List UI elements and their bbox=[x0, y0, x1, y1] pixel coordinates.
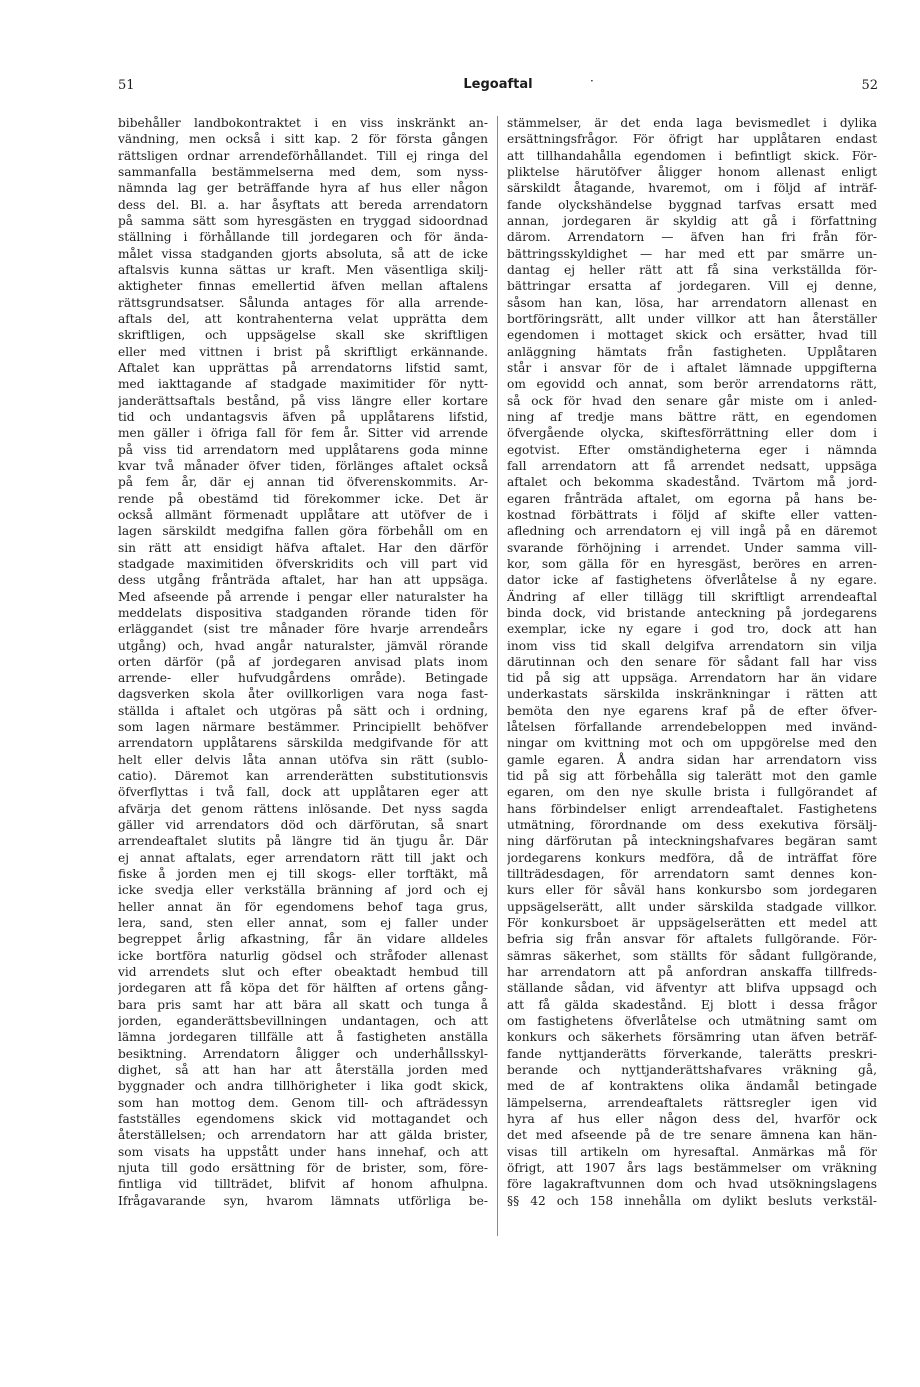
text-line: befria sig från ansvar för aftalets fullgörande. För- bbox=[507, 932, 877, 947]
text-line: hans förbindelser enligt arrendeaftalet. Fastighetens bbox=[507, 801, 877, 816]
page-number-right: 52 bbox=[861, 78, 878, 93]
text-line: visas till artikeln om hyresaftal. Anmärkas må för bbox=[507, 1144, 877, 1159]
text-line: njuta till godo ersättning för de brister, som, före- bbox=[118, 1161, 488, 1175]
text-line: men gäller i öfriga fall för fem år. Sitter vid arrende bbox=[118, 426, 488, 441]
text-line: ställning i förhållande till jordegaren och för ända- bbox=[118, 230, 488, 245]
text-line: Ifrågavarande syn, hvarom lämnats utförliga be- bbox=[118, 1193, 488, 1208]
text-line: stämmelser, är det enda laga bevismedlet i dylika bbox=[507, 116, 877, 130]
text-line: vändning, men också i sitt kap. 2 för första gången bbox=[118, 132, 488, 147]
text-line: lämna jordegaren tillfälle att å fastigheten anställa bbox=[118, 1030, 488, 1045]
text-line: så ock för hvad den senare går miste om i anled- bbox=[507, 393, 877, 408]
text-line: såsom han kan, lösa, har arrendatorn allenast en bbox=[507, 295, 877, 310]
text-line: heller annat än för egendomens behof taga grus, bbox=[118, 899, 488, 914]
text-line: janderättsaftals bestånd, på viss längre eller kortare bbox=[118, 393, 488, 408]
text-line: anläggning hämtats från fastigheten. Upplåtaren bbox=[507, 344, 877, 359]
text-line: lera, sand, sten eller annat, som ej faller under bbox=[118, 916, 488, 931]
text-line: konkurs och säkerhets försämring utan äfven beträf- bbox=[507, 1030, 877, 1045]
text-line: med de af kontraktens olika ändamål betingade bbox=[507, 1079, 877, 1094]
text-line: dantag ej heller rätt att få sina verkställda för- bbox=[507, 262, 877, 277]
text-line: fande nyttjanderätts förverkande, talerätts preskri- bbox=[507, 1046, 877, 1061]
left-column bbox=[118, 115, 488, 1209]
text-line: lämpelserna, arrendeaftalets rättsregler igen vid bbox=[507, 1095, 877, 1110]
text-line: icke bortföra naturlig gödsel och stråfoder allenast bbox=[118, 948, 488, 963]
text-line: med iakttagande af stadgade maximitider för nytt- bbox=[118, 377, 488, 392]
text-line: afledning och arrendatorn ej vill ingå på en däremot bbox=[507, 524, 877, 539]
text-line: orten därför (på af jordegaren anvisad plats inom bbox=[118, 654, 488, 669]
text-line: står i ansvar för de i aftalet lämnade uppgifterna bbox=[507, 360, 877, 375]
text-line: vid arrendets slut och efter obeaktadt hembud till bbox=[118, 965, 488, 980]
text-line: aftals del, att kontrahenterna velat upprätta dem bbox=[118, 311, 488, 326]
text-line: sammanfalla bestämmelserna med dem, som nyss- bbox=[118, 164, 488, 179]
text-line: stadgade maximitiden öfverskridits och vill part vid bbox=[118, 556, 488, 571]
text-line: jorden, eganderättsbevillningen undantagen, och att bbox=[118, 1014, 488, 1029]
text-line: utgång) och, hvad angår naturalster, jämväl rörande bbox=[118, 638, 488, 653]
text-line: egaren, om den nye skulle brista i fullgörandet af bbox=[507, 785, 877, 800]
text-line: dator icke af fastighetens öfverlåtelse å ny egare. bbox=[507, 573, 877, 588]
text-line: gäller vid arrendators död och därförutan, så snart bbox=[118, 818, 488, 833]
text-line: ning af tredje mans bättre rätt, en egendomen bbox=[507, 409, 877, 424]
text-line: uppsägelserätt, allt under särskilda stadgade villkor. bbox=[507, 899, 877, 914]
text-line: på fem år, där ej annan tid öfverenskommits. Ar- bbox=[118, 475, 488, 490]
text-line: begreppet årlig afkastning, får än vidare alldeles bbox=[118, 932, 488, 947]
text-line: som visats ha uppstått under hans innehaf, och att bbox=[118, 1144, 488, 1159]
text-line: pliktelse härutöfver åligger honom allenast enligt bbox=[507, 164, 877, 179]
text-line: aftalsvis kunna sättas ur kraft. Men väsentliga skilj- bbox=[118, 262, 488, 277]
text-line: öfverflyttas i två fall, dock att upplåtaren eger att bbox=[118, 785, 488, 800]
text-line: dagsverken skola åter ovillkorligen vara noga fast- bbox=[118, 687, 488, 702]
column-divider bbox=[497, 116, 498, 1236]
text-line: annan, jordegaren är skyldig att gå i författning bbox=[507, 213, 877, 228]
text-line: fiske å jorden men ej till skogs- eller torftäkt, må bbox=[118, 867, 488, 882]
text-line: tid på sig att uppsäga. Arrendatorn har än vidare bbox=[507, 671, 877, 686]
text-line: utmätning, förordnande om dess exekutiva försälj- bbox=[507, 818, 877, 833]
text-line: bara pris samt har att bära all skatt och tunga å bbox=[118, 997, 488, 1012]
text-line: ning därförutan på inteckningshafvares begäran samt bbox=[507, 834, 877, 849]
text-line: jordegarens konkurs medföra, då de inträffat före bbox=[507, 850, 877, 865]
text-line: fintliga vid tillträdet, blifvit af honom afhulpna. bbox=[118, 1177, 488, 1192]
text-line: dess del. Bl. a. har åsyftats att bereda arrendatorn bbox=[118, 197, 488, 212]
text-line: fastställes egendomens skick vid mottagandet och bbox=[118, 1112, 488, 1127]
text-line: därom. Arrendatorn — äfven han fri från för- bbox=[507, 230, 877, 245]
text-line: jordegaren att få köpa det för hälften af ortens gång- bbox=[118, 981, 488, 996]
text-line: gamle egaren. Å andra sidan har arrendatorn viss bbox=[507, 752, 877, 767]
text-line: om egovidd och annat, som berör arrendatorns rätt, bbox=[507, 377, 877, 392]
text-line: byggnader och andra tillhörigheter i lika godt skick, bbox=[118, 1079, 488, 1094]
text-line: kostnad förbättrats i följd af skifte eller vatten- bbox=[507, 507, 877, 522]
text-line: arrendeaftalet slutits på längre tid än tjugu år. Där bbox=[118, 834, 488, 849]
text-line: dess utgång frånträda aftalet, har han att uppsäga. bbox=[118, 573, 488, 588]
text-line: som lagen närmare bestämmer. Principiellt behöfver bbox=[118, 720, 488, 735]
text-line: har arrendatorn att på anfordran anskaffa tillfreds- bbox=[507, 965, 877, 980]
text-line: svarande förhöjning i arrendet. Under samma vill- bbox=[507, 540, 877, 555]
text-line: på viss tid arrendatorn med upplåtarens goda minne bbox=[118, 442, 488, 457]
text-line: rättsgrundsatser. Sålunda antages för alla arrende- bbox=[118, 295, 488, 310]
text-line: arrende- eller hufvudgårdens område). Betingade bbox=[118, 671, 488, 686]
right-column bbox=[507, 115, 877, 1209]
text-line: tid och undantagsvis äfven på upplåtarens lifstid, bbox=[118, 409, 488, 424]
text-line: ej annat aftalats, eger arrendatorn rätt till jakt och bbox=[118, 850, 488, 865]
text-line: hyra af hus eller någon dess del, hvarför ock bbox=[507, 1112, 877, 1127]
text-line: berande och nyttjanderättshafvares vräkning gå, bbox=[507, 1063, 877, 1078]
text-line: aktigheter finnas emellertid äfven mellan aftalens bbox=[118, 279, 488, 294]
text-line: eller med vittnen i brist på skriftligt erkännande. bbox=[118, 344, 488, 359]
running-title: Legoaftal bbox=[463, 77, 533, 92]
text-line: nämnda lag ger beträffande hyra af hus eller någon bbox=[118, 181, 488, 196]
text-line: om fastighetens öfverlåtelse och utmätning samt om bbox=[507, 1014, 877, 1029]
page-number-left: 51 bbox=[118, 78, 135, 93]
text-line: tillträdesdagen, för arrendatorn samt dennes kon- bbox=[507, 867, 877, 882]
text-line: före lagakraftvunnen dom och hvad utsökningslagens bbox=[507, 1177, 877, 1192]
text-line: som han mottog dem. Genom till- och afträdessyn bbox=[118, 1095, 488, 1110]
text-line: helt eller delvis låta annan utöfva sin rätt (sublo- bbox=[118, 752, 488, 767]
text-line: aftalet och bekomma skadestånd. Tvärtom må jord- bbox=[507, 475, 877, 490]
text-line: §§ 42 och 158 innehålla om dylikt besluts verkstäl- bbox=[507, 1193, 877, 1208]
text-line: fall arrendatorn att få arrendet nedsatt, uppsäga bbox=[507, 458, 877, 473]
text-line: bemöta den nye egarens kraf på de efter öfver- bbox=[507, 703, 877, 718]
text-line: det med afseende på de tre senare ämnena kan hän- bbox=[507, 1128, 877, 1143]
text-line: skriftligen, och uppsägelse skall ske skriftligen bbox=[118, 328, 488, 343]
text-line: dighet, så att han har att återställa jorden med bbox=[118, 1063, 488, 1078]
text-line: att få gälda skadestånd. Ej blott i dessa frågor bbox=[507, 997, 877, 1012]
text-line: särskildt åtagande, hvaremot, om i följd af inträf- bbox=[507, 181, 877, 196]
text-line: bibehåller landbokontraktet i en viss inskränkt an- bbox=[118, 116, 488, 130]
text-line: Aftalet kan upprättas på arrendatorns lifstid samt, bbox=[118, 360, 488, 375]
text-line: att tillhandahålla egendomen i befintligt skick. För- bbox=[507, 148, 877, 163]
text-line: rättsligen ordnar arrendeförhållandet. Till ej ringa del bbox=[118, 148, 488, 163]
text-line: catio). Däremot kan arrenderätten substitutionsvis bbox=[118, 769, 488, 784]
text-line: lagen särskildt medgifna fallen göra förbehåll om en bbox=[118, 524, 488, 539]
text-line: på samma sätt som hyresgästen en tryggad sidoordnad bbox=[118, 213, 488, 228]
text-line: underkastats särskilda inskränkningar i rätten att bbox=[507, 687, 877, 702]
text-line: Ändring af eller tillägg till skriftligt arrendeaftal bbox=[507, 589, 877, 604]
text-line: erläggandet (sist tre månader före hvarje arrendeårs bbox=[118, 622, 488, 637]
text-line: arrendatorn upplåtarens särskilda medgifvande för att bbox=[118, 736, 488, 751]
text-line: fande olyckshändelse byggnad tarfvas ersatt med bbox=[507, 197, 877, 212]
text-line: egaren frånträda aftalet, om egorna på hans be- bbox=[507, 491, 877, 506]
text-line: öfrigt, att 1907 års lags bestämmelser om vräkning bbox=[507, 1161, 877, 1175]
text-line: bortföringsrätt, allt under villkor att han återställer bbox=[507, 311, 877, 326]
header-dot: · bbox=[590, 74, 594, 88]
text-line: För konkursboet är uppsägelserätten ett medel att bbox=[507, 916, 877, 931]
text-line: sämras säkerhet, som ställts för sådant fullgörande, bbox=[507, 948, 877, 963]
text-line: sin rätt att ensidigt häfva aftalet. Har den därför bbox=[118, 540, 488, 555]
text-line: icke svedja eller verkställa bränning af jord och ej bbox=[118, 883, 488, 898]
text-line: bättringar ersatta af jordegaren. Vill ej denne, bbox=[507, 279, 877, 294]
text-line: afvärja det genom rättens inlösande. Det nyss sagda bbox=[118, 801, 488, 816]
text-line: Med afseende på arrende i pengar eller naturalster ha bbox=[118, 589, 488, 604]
text-line: återställelsen; och arrendatorn har att gälda brister, bbox=[118, 1128, 488, 1143]
text-line: kvar två månader öfver tiden, förlänges aftalet också bbox=[118, 458, 488, 473]
text-line: binda dock, vid bristande anteckning på jordegarens bbox=[507, 605, 877, 620]
text-line: därutinnan och den senare för sådant fall har viss bbox=[507, 654, 877, 669]
text-line: besiktning. Arrendatorn åligger och underhållsskyl- bbox=[118, 1046, 488, 1061]
text-line: kurs eller för såväl hans konkursbo som jordegaren bbox=[507, 883, 877, 898]
text-line: ningar om kvittning mot och om uppgörelse med den bbox=[507, 736, 877, 751]
text-line: egotvist. Efter omständigheterna eger i nämnda bbox=[507, 442, 877, 457]
text-line: tid på sig att förbehålla sig talerätt mot den gamle bbox=[507, 769, 877, 784]
text-line: ersättningsfrågor. För öfrigt har upplåtaren endast bbox=[507, 132, 877, 147]
text-line: målet vissa stadganden gjorts absoluta, så att de icke bbox=[118, 246, 488, 261]
text-line: också allmänt förmenadt upplåtare att utöfver de i bbox=[118, 507, 488, 522]
text-line: rende på obestämd tid förekommer icke. Det är bbox=[118, 491, 488, 506]
text-line: meddelats dispositiva stadganden rörande tiden för bbox=[118, 605, 488, 620]
text-line: kor, som gälla för en hyresgäst, beröres en arren- bbox=[507, 556, 877, 571]
page-header bbox=[118, 74, 878, 98]
text-line: öfvergående olycka, skiftesförrättning eller dom i bbox=[507, 426, 877, 441]
text-line: ställande sådan, vid äfventyr att blifva uppsagd och bbox=[507, 981, 877, 996]
text-line: egendomen i mottaget skick och ersätter, hvad till bbox=[507, 328, 877, 343]
text-line: exemplar, icke ny egare i god tro, dock att han bbox=[507, 622, 877, 637]
text-line: bättringsskyldighet — har med ett par smärre un- bbox=[507, 246, 877, 261]
text-line: låtelsen förfallande arrendebeloppen med invänd- bbox=[507, 720, 877, 735]
text-line: ställda i aftalet och utgöras på sätt och i ordning, bbox=[118, 703, 488, 718]
text-line: inom viss tid skall delgifva arrendatorn sin vilja bbox=[507, 638, 877, 653]
